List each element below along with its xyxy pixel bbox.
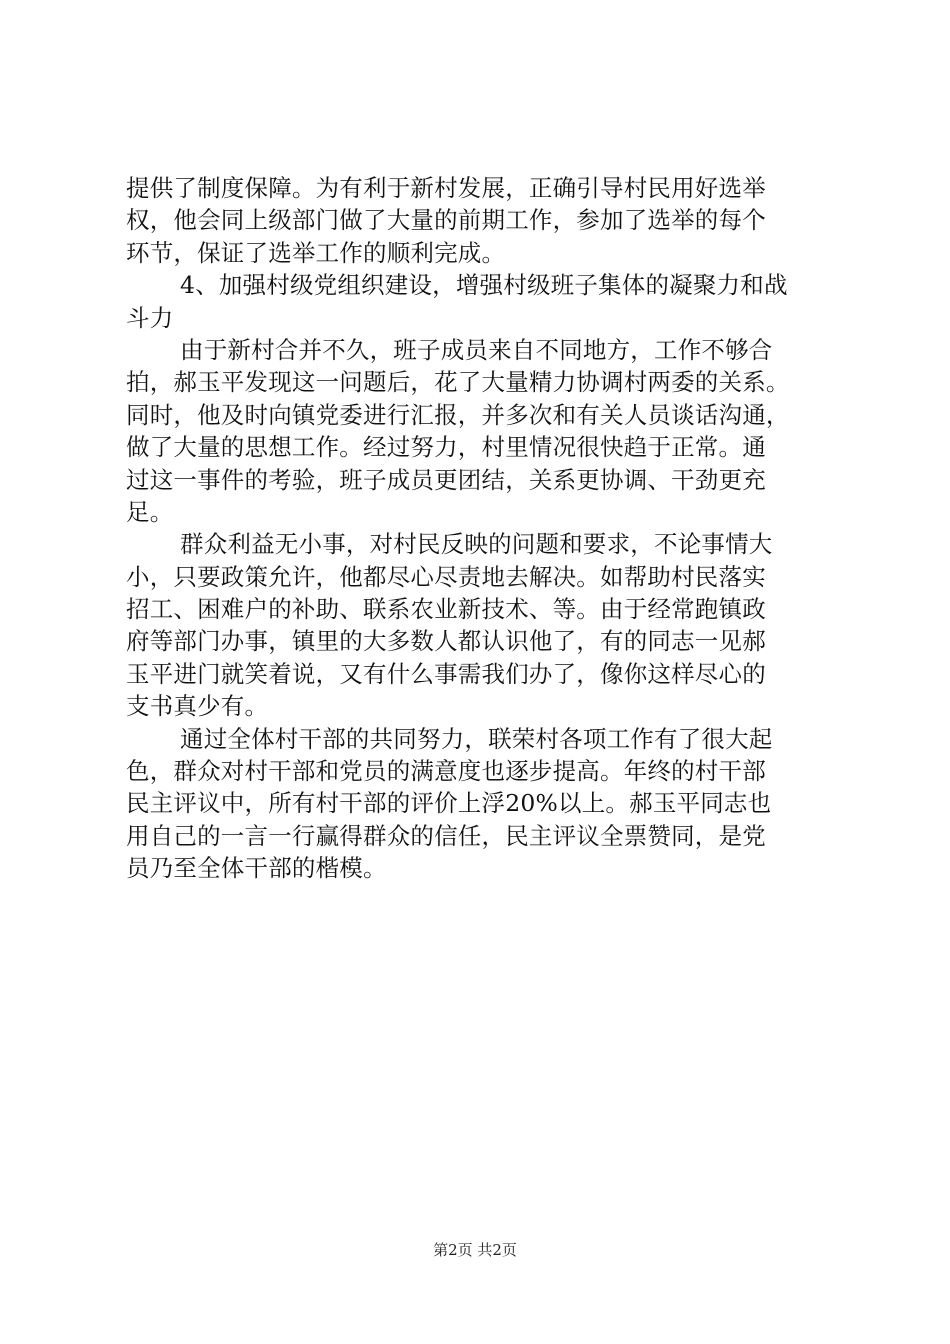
text-line: 支书真少有。 — [126, 692, 269, 721]
text-line: 权，他会同上级部门做了大量的前期工作，参加了选举的每个 — [126, 206, 766, 235]
text-line: 色，群众对村干部和党员的满意度也逐步提高。年终的村干部 — [126, 757, 766, 786]
text-line: 环节，保证了选举工作的顺利完成。 — [126, 238, 506, 267]
text-line: 足。 — [126, 497, 174, 526]
text-line: 4、加强村级党组织建设，增强村级班子集体的凝聚力和战 — [180, 271, 788, 300]
text-line: 拍，郝玉平发现这一问题后，花了大量精力协调村两委的关系。 — [126, 368, 790, 397]
text-line: 民主评议中，所有村干部的评价上浮20%以上。郝玉平同志也 — [126, 789, 772, 818]
text-line: 同时，他及时向镇党委进行汇报，并多次和有关人员谈话沟通， — [126, 400, 790, 429]
document-body — [126, 172, 836, 885]
text-line: 用自己的一言一行赢得群众的信任，民主评议全票赞同，是党 — [126, 821, 766, 850]
text-line: 通过全体村干部的共同努力，联荣村各项工作有了很大起 — [180, 724, 773, 753]
text-line: 府等部门办事，镇里的大多数人都认识他了，有的同志一见郝 — [126, 627, 766, 656]
text-line: 由于新村合并不久，班子成员来自不同地方，工作不够合 — [180, 335, 773, 364]
text-line: 小，只要政策允许，他都尽心尽责地去解决。如帮助村民落实 — [126, 562, 766, 591]
text-line: 提供了制度保障。为有利于新村发展，正确引导村民用好选举 — [126, 174, 766, 202]
text-line: 过这一事件的考验，班子成员更团结，关系更协调、干劲更充 — [126, 465, 766, 494]
text-line: 做了大量的思想工作。经过努力，村里情况很快趋于正常。通 — [126, 433, 766, 462]
page-footer: 第2页 共2页 — [433, 1241, 517, 1259]
text-line: 斗力 — [126, 303, 174, 332]
text-line: 玉平进门就笑着说，又有什么事需我们办了，像你这样尽心的 — [126, 659, 766, 688]
text-line: 员乃至全体干部的楷模。 — [126, 854, 387, 883]
text-line: 招工、困难户的补助、联系农业新技术、等。由于经常跑镇政 — [126, 595, 766, 624]
text-line: 群众利益无小事，对村民反映的问题和要求，不论事情大 — [180, 530, 773, 559]
